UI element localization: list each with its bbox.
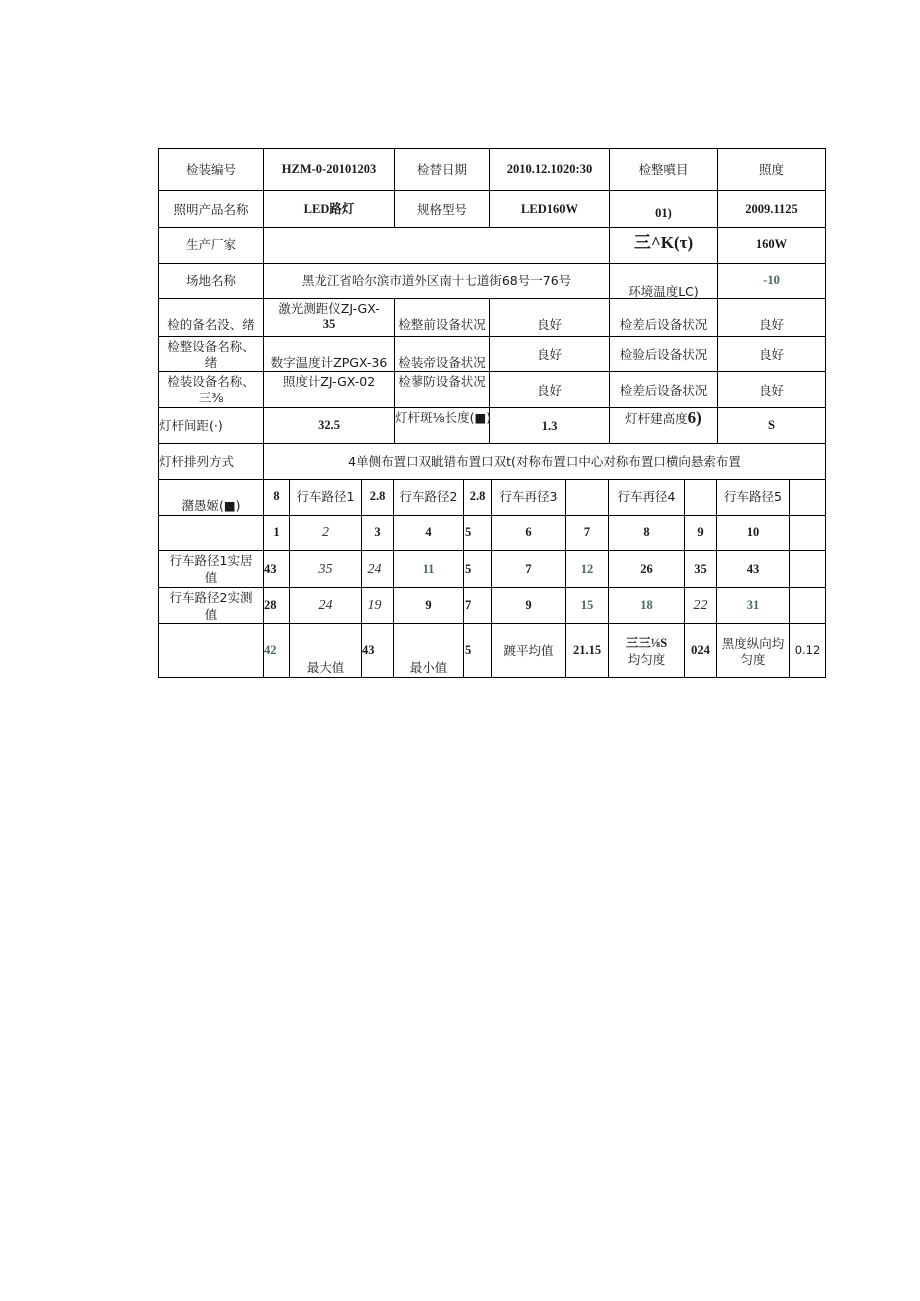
point-index: 4 — [425, 525, 432, 539]
point-index: 2 — [322, 525, 329, 540]
lane-width-2: 2.8 — [369, 489, 386, 503]
label-longitudinal-uniformity-cont: 匀度 — [740, 652, 766, 667]
label-pole-arrangement: 灯杆排列方式 — [159, 454, 235, 469]
arm-length-value: 1.3 — [541, 419, 558, 433]
label-pole-height-suffix: 6) — [687, 408, 702, 427]
lane-2-value: 22 — [693, 598, 708, 613]
label-site-name: 场地名称 — [185, 273, 236, 288]
label-power: 三^K(τ) — [633, 233, 694, 252]
lane-2-value: 9 — [525, 598, 532, 612]
label-equipment-2: 检整设备名称、 — [167, 339, 255, 354]
label-lane-1-measured-cont: 值 — [204, 570, 218, 585]
lane-1-value: 26 — [640, 562, 653, 576]
label-uniformity: 均匀度 — [627, 652, 666, 667]
lane-2-value: 18 — [640, 598, 653, 612]
lane-1-value: 7 — [525, 562, 532, 576]
equipment-3-name: 照度计ZJ-GX-02 — [282, 374, 376, 389]
post-status-2-value: 良好 — [758, 347, 784, 362]
lane-2-value: 7 — [465, 598, 472, 612]
point-index: 8 — [643, 525, 650, 539]
point-index: 5 — [465, 525, 472, 539]
label-max: 最大值 — [306, 660, 345, 675]
equipment-1-name-cont: 35 — [322, 317, 336, 331]
pre-status-2-value: 良好 — [536, 347, 562, 362]
label-min: 最小值 — [409, 660, 448, 675]
point-index: 9 — [697, 525, 704, 539]
pole-arrangement-options: 4单侧布置口双眦错布置口双t(对称布置口中心对称布置口横向悬索布置 — [348, 454, 741, 469]
inspection-item-value: 照度 — [758, 162, 784, 177]
lane-width-3: 2.8 — [469, 489, 486, 503]
label-product-name: 照明产品名称 — [173, 202, 249, 217]
label-equipment-2-cont: 绪 — [204, 355, 218, 370]
lane-1-value: 12 — [580, 562, 594, 576]
label-pole-spacing: 灯杆间距(·) — [159, 418, 223, 433]
power-value: 160W — [755, 237, 788, 251]
label-equipment-3: 检装设备名称、 — [167, 374, 255, 389]
label-post-status-2: 检验后设备状况 — [619, 347, 708, 362]
model-value: LED160W — [521, 202, 578, 216]
lane-1-value: 35 — [318, 562, 333, 577]
lane-1-value: 5 — [465, 562, 472, 576]
stat-value-uniformity: 024 — [691, 643, 710, 657]
equipment-1-name: 激光测距仪ZJ-GX- — [278, 301, 380, 316]
label-pre-status-3: 检蓼防设备状况 — [398, 374, 486, 389]
lane-1-value: 43 — [746, 562, 760, 576]
label-manufacturer: 生产厂家 — [185, 237, 236, 252]
pre-status-1-value: 良好 — [536, 317, 562, 332]
point-index: 1 — [273, 525, 280, 539]
post-status-1-value: 良好 — [758, 317, 784, 332]
pole-spacing-value: 32.5 — [318, 418, 340, 432]
lane-2-value: 19 — [367, 598, 382, 613]
stat-value-max: 43 — [362, 643, 375, 657]
label-lane-3: 行车再径3 — [499, 489, 558, 504]
lane-1-value: 35 — [694, 562, 707, 576]
label-lane-5: 行车路径5 — [724, 489, 782, 504]
lane-1-value: 24 — [367, 562, 382, 577]
lane-width-1: 8 — [273, 489, 280, 503]
point-index: 6 — [525, 525, 532, 539]
stat-value-min: 5 — [465, 643, 472, 657]
label-pre-status-2: 检装帝设备状况 — [398, 355, 486, 370]
label-lane-2-measured-cont: 值 — [204, 607, 218, 622]
label-lane-1-measured: 行车路径1实居 — [169, 553, 253, 568]
label-post-status-1: 检差后设备状况 — [619, 317, 708, 332]
lane-1-value: 11 — [422, 562, 435, 576]
stat-value-longitudinal-uniformity: 0.12 — [794, 643, 821, 657]
lane-2-value: 24 — [318, 598, 333, 613]
lane-2-value: 15 — [580, 598, 594, 612]
label-lane-4: 行车再径4 — [617, 489, 676, 504]
label-lane-2-measured: 行车路径2实测 — [169, 590, 253, 605]
label-lane-width: 潴愚姬(■) — [181, 498, 241, 513]
point-index: 10 — [746, 525, 760, 539]
inspection-date-value: 2010.12.1020:30 — [506, 162, 593, 176]
label-pole-height-text: 灯杆建高度 — [625, 411, 688, 426]
label-pre-status-1: 检整前设备状况 — [398, 317, 486, 332]
label-date-code: 01) — [655, 206, 672, 220]
label-inspection-date: 检替日期 — [416, 162, 467, 177]
label-lane-1: 行车路径1 — [296, 489, 355, 504]
label-pole-height — [610, 410, 717, 426]
pole-height-value: S — [768, 418, 775, 432]
label-lane-2: 行车路径2 — [399, 489, 458, 504]
lane-2-value: 9 — [425, 598, 432, 612]
label-equipment-3-cont: 三⅜ — [198, 390, 224, 405]
label-post-status-3: 检差后设备状况 — [619, 383, 708, 398]
date-code-value: 2009.1125 — [745, 202, 798, 216]
label-inspection-item: 检整噴目 — [638, 162, 689, 177]
equipment-2-name: 数字温度计ZPGX-36 — [270, 355, 388, 370]
label-uniformity-symbol: 三三⅛S — [625, 636, 668, 650]
point-index: 7 — [583, 525, 591, 539]
ambient-temperature-value: -10 — [763, 273, 780, 287]
stat-value-max-first: 42 — [264, 643, 277, 657]
lane-2-value: 31 — [746, 598, 760, 612]
label-model: 规格型号 — [416, 202, 467, 217]
product-name-value: LED路灯 — [303, 202, 355, 216]
point-index: 3 — [374, 525, 381, 539]
pre-status-3-value: 良好 — [536, 383, 562, 398]
label-average: 踱平均值 — [503, 643, 554, 658]
label-ambient-temperature: 环境温度LC) — [628, 284, 699, 299]
label-inspection-number: 检装编号 — [185, 162, 236, 177]
lane-2-value: 28 — [264, 598, 277, 612]
inspection-number-value: HZM-0-20101203 — [281, 162, 377, 176]
label-arm-length: 灯杆斑⅛长度(■) — [395, 410, 492, 425]
stat-value-average: 21.15 — [572, 643, 602, 657]
post-status-3-value: 良好 — [758, 383, 784, 398]
label-equipment-1: 检的备名没、绪 — [167, 317, 255, 332]
lane-1-value: 43 — [264, 562, 277, 576]
label-longitudinal-uniformity: 黑度纵向均 — [721, 636, 785, 651]
site-name-value: 黑龙江省哈尔滨市道外区南十七道街68号一76号 — [301, 273, 572, 288]
